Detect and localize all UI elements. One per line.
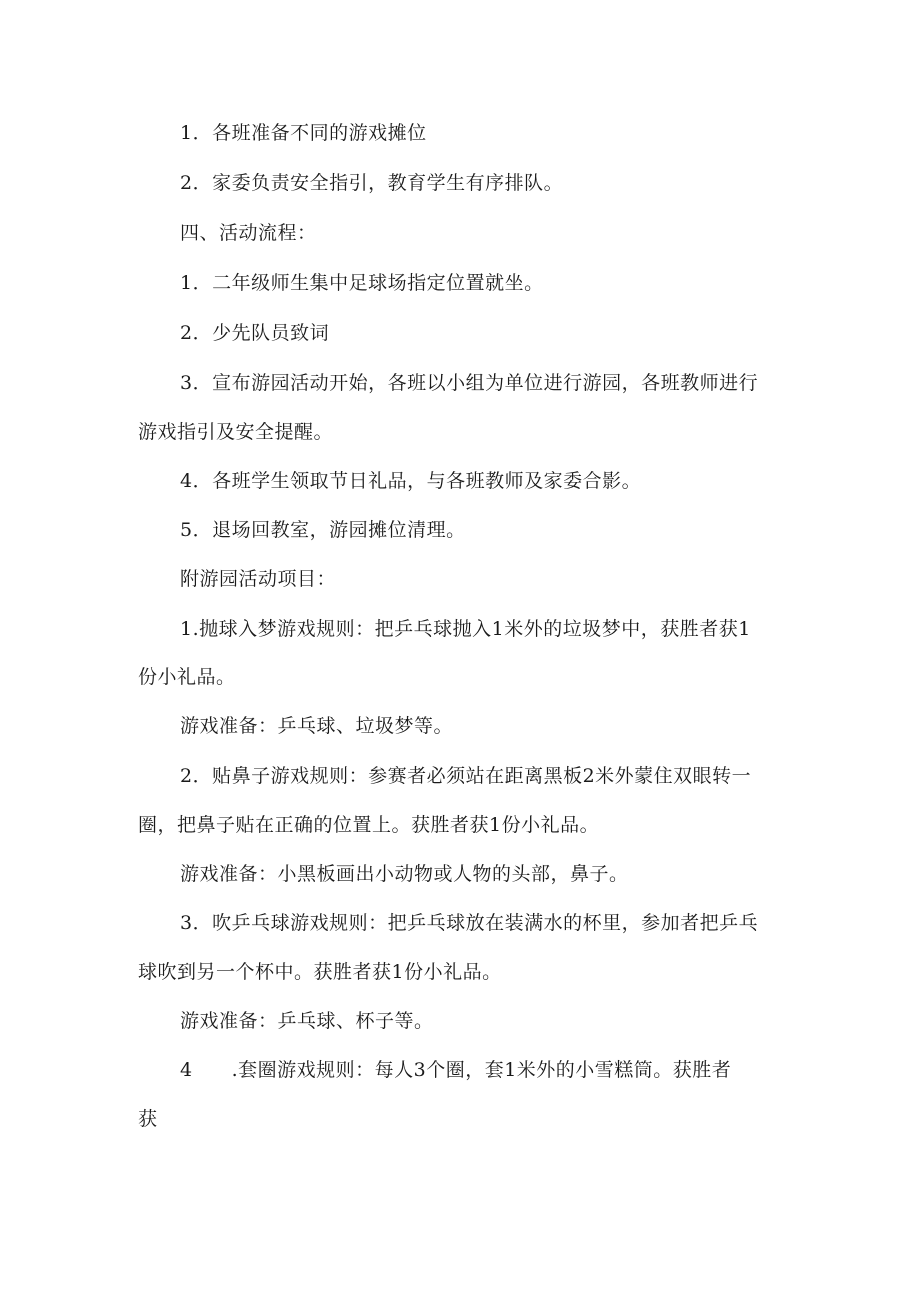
text-line: 5．退场回教室，游园摊位清理。	[180, 519, 466, 541]
text-line: 2．贴鼻子游戏规则：参赛者必须站在距离黑板2米外蒙住双眼转一	[180, 765, 752, 787]
text-line: 获	[138, 1108, 158, 1130]
text-line: 游戏指引及安全提醒。	[138, 421, 334, 443]
text-line: 份小礼品。	[138, 666, 236, 688]
text-line: 2．少先队员致词	[180, 322, 330, 344]
text-line: 1.抛球入梦游戏规则：把乒乓球抛入1米外的垃圾梦中，获胜者获1	[180, 618, 751, 640]
text-line: 球吹到另一个杯中。获胜者获1份小礼品。	[138, 961, 502, 983]
text-line: 4．各班学生领取节日礼品，与各班教师及家委合影。	[180, 470, 642, 492]
text-line: 游戏准备：乒乓球、垃圾梦等。	[180, 715, 454, 737]
section-heading: 四、活动流程：	[180, 222, 317, 244]
text-line: 3．吹乒乓球游戏规则：把乒乓球放在装满水的杯里，参加者把乒乓	[180, 912, 759, 934]
text-line: 游戏准备：乒乓球、杯子等。	[180, 1010, 434, 1032]
section-heading: 附游园活动项目：	[180, 568, 337, 590]
text-line: 2．家委负责安全指引，教育学生有序排队。	[180, 172, 564, 194]
text-line: 1．各班准备不同的游戏摊位	[180, 122, 427, 144]
text-line: 3．宣布游园活动开始，各班以小组为单位进行游园，各班教师进行	[180, 372, 759, 394]
text-line: 游戏准备：小黑板画出小动物或人物的头部，鼻子。	[180, 863, 629, 885]
text-line: 4 .套圈游戏规则：每人3个圈，套1米外的小雪糕筒。获胜者	[180, 1059, 732, 1081]
text-line: 圈，把鼻子贴在正确的位置上。获胜者获1份小礼品。	[138, 814, 600, 836]
text-line: 1．二年级师生集中足球场指定位置就坐。	[180, 272, 544, 294]
